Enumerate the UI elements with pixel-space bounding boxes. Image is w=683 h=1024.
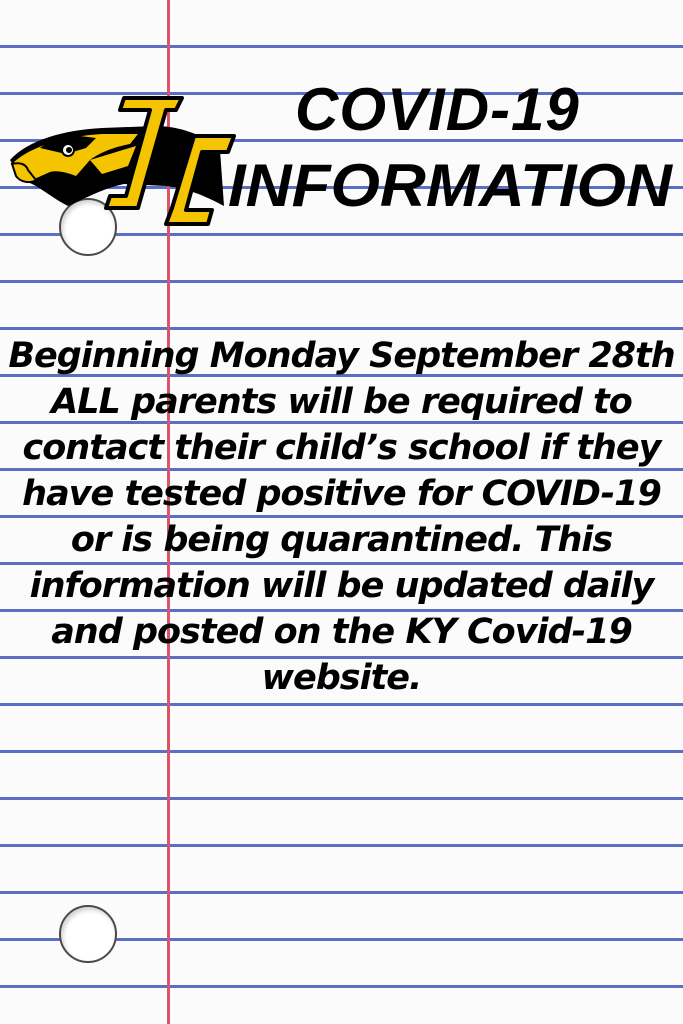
title-line-information: INFORMATION [228,152,672,219]
page-title [190,76,683,219]
punch-hole-bottom [59,905,117,963]
title-line-covid: COVID-19 [295,76,580,143]
announcement-text: Beginning Monday September 28th ALL parents will be required to contact their child’s school if they have tested positive for COVID-19 or is being quarantined. This information will be updated daily and posted on the KY Covid-19 website. [8,336,675,698]
